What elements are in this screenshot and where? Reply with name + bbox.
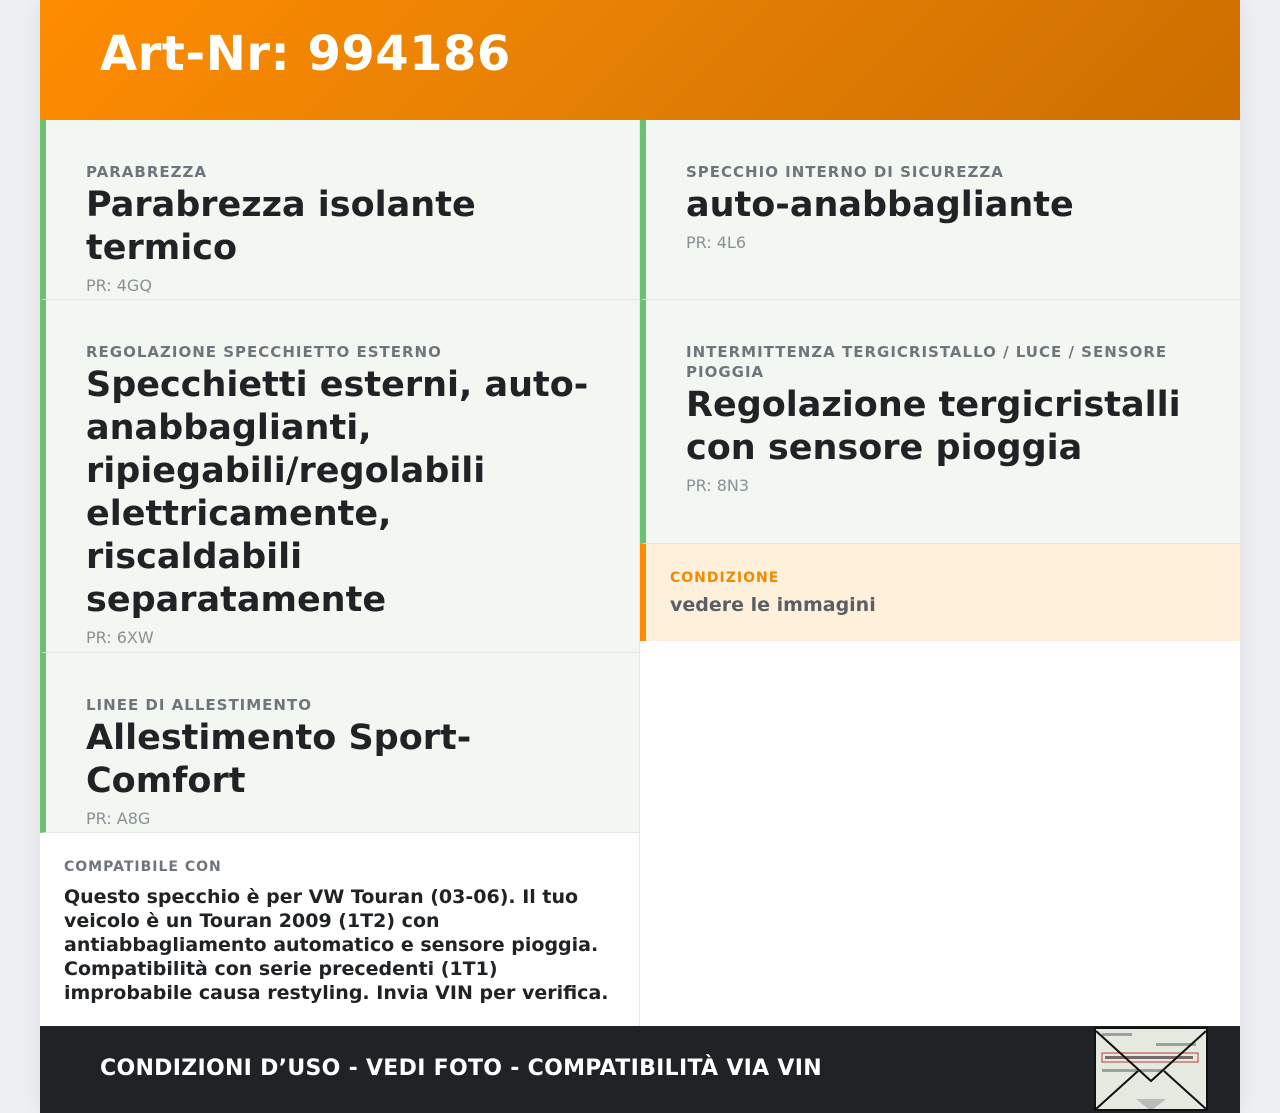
spec-sheet [40, 0, 1240, 1113]
document-image-icon [1096, 1029, 1206, 1109]
condition-box [640, 544, 1240, 641]
spec-card-trim-line [40, 653, 640, 833]
spec-card-wiper-sensor [640, 300, 1240, 544]
header-banner [40, 0, 1240, 120]
pr-code: PR: 4GQ [86, 276, 152, 295]
spec-value: Specchietti esterni, auto-anabbaglianti, ripiegabili/regolabili elettricamente, riscaldabili separatamente [86, 365, 589, 620]
spec-label: REGOLAZIONE SPECCHIETTO ESTERNO [86, 343, 442, 361]
article-number-title: Art-Nr: 994186 [100, 26, 511, 82]
spec-value: Allestimento Sport-Comfort [86, 718, 472, 801]
compatibility-section [40, 833, 640, 1026]
spec-label: LINEE DI ALLESTIMENTO [86, 696, 312, 714]
compatibility-label: COMPATIBILE CON [64, 859, 222, 875]
left-column [40, 120, 640, 1026]
spec-value: auto-anabbagliante [686, 185, 1074, 225]
spec-value: Parabrezza isolante termico [86, 185, 476, 268]
spec-label: SPECCHIO INTERNO DI SICUREZZA [686, 163, 1004, 181]
footer-bar [40, 1026, 1240, 1113]
spec-card-interior-mirror [640, 120, 1240, 300]
pr-code: PR: 4L6 [686, 233, 747, 252]
spec-label: INTERMITTENZA TERGICRISTALLO / LUCE / SENSORE PIOGGIA [686, 343, 1168, 381]
spec-card-windshield [40, 120, 640, 300]
condition-label: CONDIZIONE [670, 570, 780, 586]
vehicle-document-thumbnail[interactable] [1094, 1027, 1208, 1111]
footer-text: CONDIZIONI D’USO - VEDI FOTO - COMPATIBILITÀ VIA VIN [100, 1056, 822, 1081]
condition-text: vedere le immagini [670, 594, 876, 616]
right-column [640, 120, 1240, 641]
pr-code: PR: 8N3 [686, 476, 750, 495]
spec-label: PARABREZZA [86, 163, 207, 181]
compatibility-text: Questo specchio è per VW Touran (03-06). Il tuo veicolo è un Touran 2009 (1T2) con antiabbagliamento automatico e sensore pioggia. Compatibilità con serie precedenti (1T1) improbabile causa restyling. Invia VIN per verifica. [64, 886, 609, 1004]
spec-card-exterior-mirror [40, 300, 640, 653]
spec-value: Regolazione tergicristalli con sensore pioggia [686, 385, 1181, 468]
pr-code: PR: A8G [86, 809, 151, 828]
pr-code: PR: 6XW [86, 628, 154, 647]
